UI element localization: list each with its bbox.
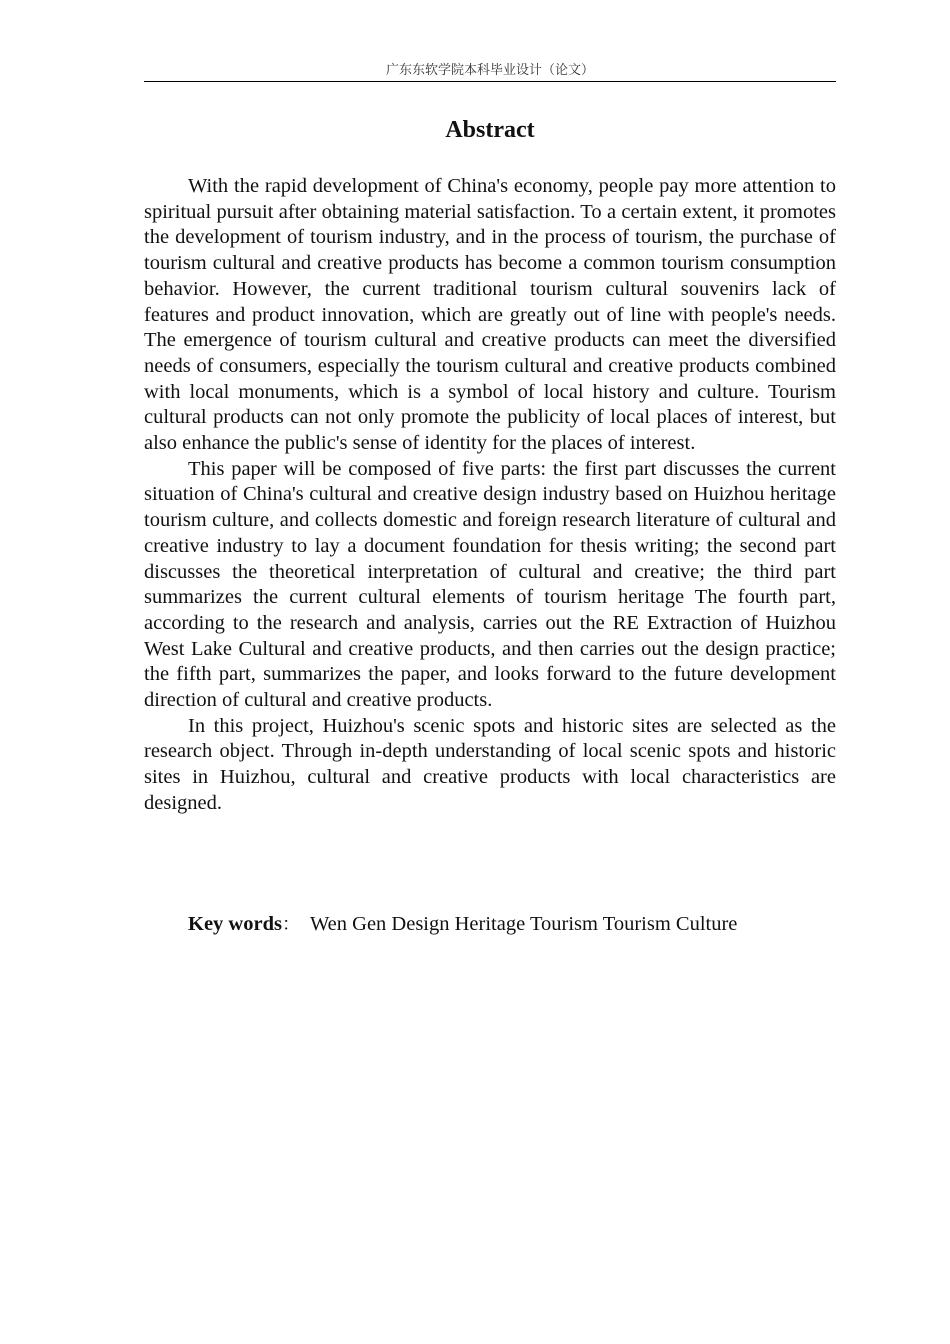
header-rule xyxy=(144,81,836,82)
keywords-colon: ： xyxy=(281,914,300,935)
abstract-body xyxy=(144,174,836,817)
abstract-paragraph-1: With the rapid development of China's economy, people pay more attention to spiritual pursuit after obtaining material satisfaction. To a certain extent, it promotes the development of tourism industry, and in the process of tourism, the purchase of tourism cultural and creative products has become a common tourism consumption behavior. However, the current traditional tourism cultural souvenirs lack of features and product innovation, which are greatly out of line with people's needs. The emergence of tourism cultural and creative products can meet the diversified needs of consumers, especially the tourism cultural and creative products combined with local monuments, which is a symbol of local history and culture. Tourism cultural products can not only promote the publicity of local places of interest, but also enhance the public's sense of identity for the places of interest. xyxy=(144,175,836,455)
keywords-value: Wen Gen Design Heritage Tourism Tourism Culture xyxy=(309,913,738,935)
abstract-paragraph-3: In this project, Huizhou's scenic spots and historic sites are selected as the research object. Through in-depth understanding of local scenic spots and historic sites in Huizhou, cultural and creative products with local characteristics are designed. xyxy=(144,714,836,814)
running-header: 广东东软学院本科毕业设计（论文） xyxy=(385,63,594,78)
abstract-title: Abstract xyxy=(445,117,535,143)
keywords-label: Key words xyxy=(188,913,282,935)
keywords-line xyxy=(188,910,836,939)
abstract-paragraph-2: This paper will be composed of five parts: the first part discusses the current situation of China's cultural and creative design industry based on Huizhou heritage tourism culture, and collects domestic and foreign research literature of cultural and creative industry to lay a document foundation for thesis writing; the second part discusses the theoretical interpretation of cultural and creative; the third part summarizes the current cultural elements of tourism heritage The fourth part, according to the research and analysis, carries out the RE Extraction of Huizhou West Lake Cultural and creative products, and then carries out the design practice; the fifth part, summarizes the paper, and looks forward to the future development direction of cultural and creative products. xyxy=(144,457,836,712)
